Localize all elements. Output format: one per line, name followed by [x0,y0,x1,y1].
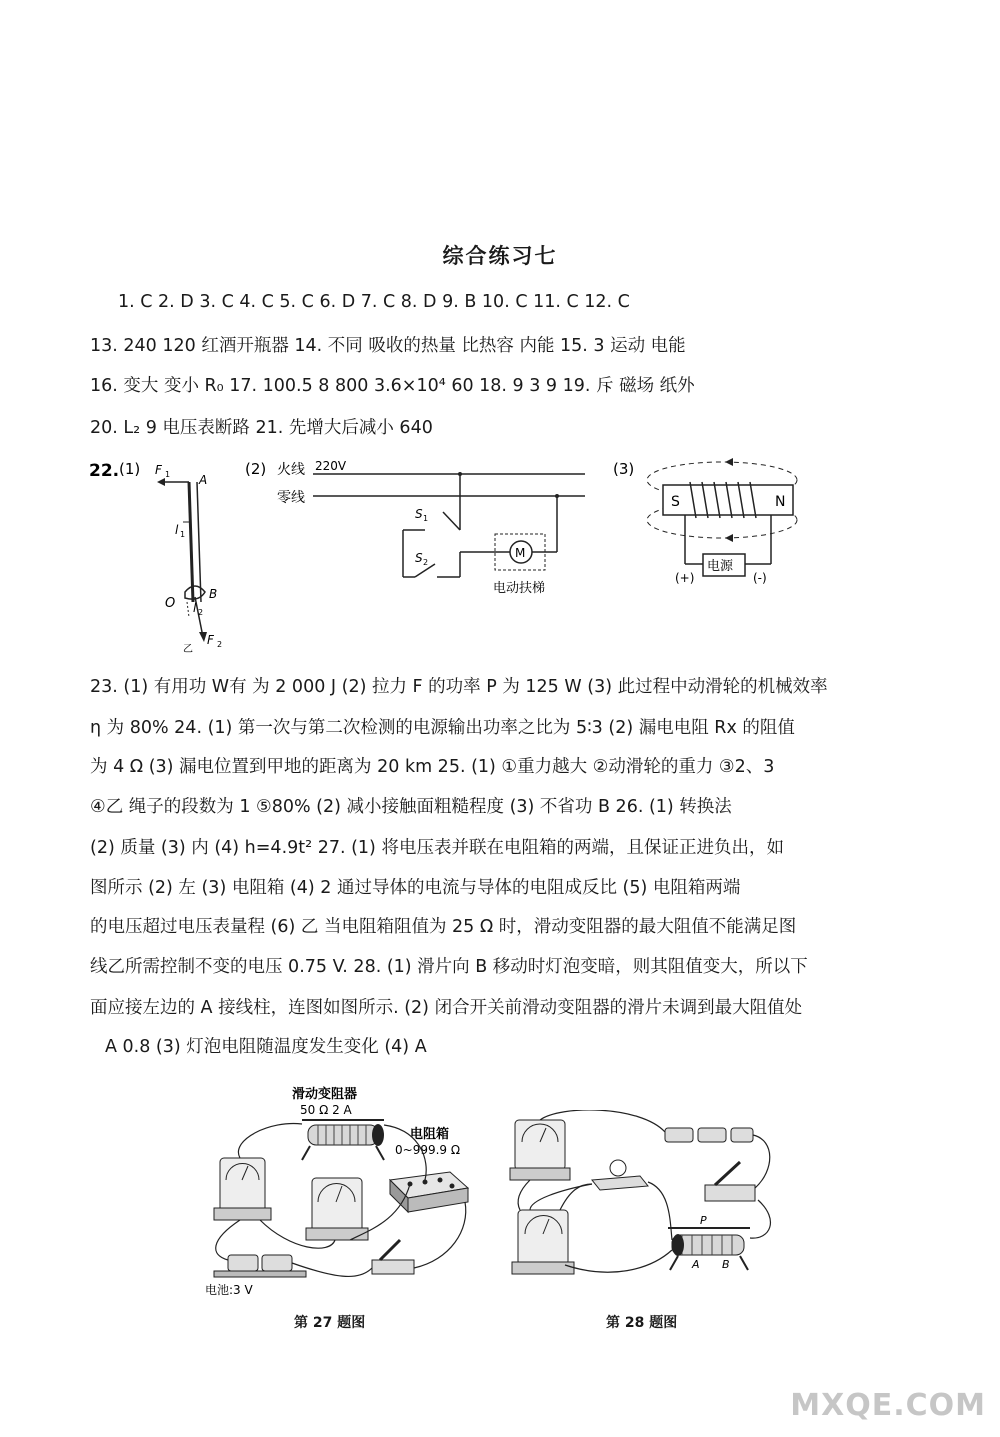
fig28-a-label: A [692,1258,700,1271]
q22-part3-label: (3) [613,460,635,478]
answer-line-3: 16. 变大 变小 R₀ 17. 100.5 8 800 3.6×10⁴ 60 18. 9 3 9 19. 斥 磁场 纸外 [90,376,695,396]
f1-sub: 1 [165,470,171,479]
fig27-caption: 第 27 题图 [294,1315,366,1331]
f1-label: F [155,463,162,477]
fig28-rheostat [668,1214,750,1271]
fig28-caption: 第 28 题图 [606,1315,678,1331]
resistor-range: 0~999.9 Ω [395,1143,461,1157]
figure-28 [500,1110,790,1310]
s2-label: S [415,551,423,565]
point-b-label: B [209,587,218,601]
escalator-circuit [277,459,585,596]
yi-label: 乙 [183,644,193,655]
point-a-label: A [199,473,208,487]
pole-n-label: N [775,494,786,510]
answer-line-5: 23. (1) 有用功 W有 为 2 000 J (2) 拉力 F 的功率 P 为 125 W (3) 此过程中动滑轮的机械效率 [90,677,828,697]
fig28-voltmeter [512,1210,574,1274]
answer-line-10: 图所示 (2) 左 (3) 电阻箱 (4) 2 通过导体的电流与导体的电阻成反比 (5) 电阻箱两端 [90,878,741,898]
figure-27 [200,1080,490,1305]
fig28-ammeter [510,1120,570,1180]
fig28-p-label: P [700,1214,707,1227]
rheostat-label: 滑动变阻器 [292,1087,358,1102]
l2-label: l [193,601,197,615]
answer-line-2: 13. 240 120 红酒开瓶器 14. 不同 吸收的热量 比热容 内能 15. 3 运动 电能 [90,336,686,356]
fig28-b-label: B [722,1258,730,1271]
minus-label: (-) [753,571,767,585]
l1-label: l [175,523,179,537]
live-wire-label: 火线 [277,462,305,478]
q22-part2-label: (2) [245,460,267,478]
lever-diagram [155,463,222,655]
switch-device [372,1240,414,1274]
point-o-label: O [165,596,176,611]
fig28-bulb [592,1160,648,1190]
answer-line-13: 面应接左边的 A 接线柱，连图如图所示. (2) 闭合开关前滑动变阻器的滑片未调到最大阻值处 [90,998,803,1018]
voltage-label: 220V [315,459,347,473]
q22-figures [85,452,905,667]
l1-sub: 1 [180,530,186,539]
voltmeter-device [306,1178,368,1240]
answer-line-9: (2) 质量 (3) 内 (4) h=4.9t² 27. (1) 将电压表并联在电阻箱的两端，且保证正进负出，如 [90,838,784,858]
plus-label: (+) [675,571,695,585]
rheostat-device [302,1120,384,1160]
fig28-battery [665,1128,753,1142]
answer-line-11: 的电压超过电压表量程 (6) 乙 当电阻箱阻值为 25 Ω 时，滑动变阻器的最大阻值不能满足图 [90,917,797,937]
page-title: 综合练习七 [442,244,558,268]
f2-sub: 2 [217,640,223,649]
resistor-box-device [390,1172,468,1212]
battery-label: 电池:3 V [205,1283,253,1297]
watermark-logo: MXQE.COM [790,1388,986,1423]
power-source-label: 电源 [707,559,734,574]
rheostat-spec: 50 Ω 2 A [300,1103,352,1117]
s1-sub: 1 [423,514,429,523]
answer-line-1: 1. C 2. D 3. C 4. C 5. C 6. D 7. C 8. D 9. B 10. C 11. C 12. C [118,292,630,312]
electromagnet-diagram [647,458,797,585]
ammeter-device [214,1158,271,1220]
pole-s-label: S [671,494,680,510]
fig28-switch [705,1162,755,1201]
answer-line-12: 线乙所需控制不变的电压 0.75 V. 28. (1) 滑片向 B 移动时灯泡变暗，则其阻值变大，所以下 [90,957,808,977]
answer-line-14: A 0.8 (3) 灯泡电阻随温度发生变化 (4) A [105,1037,427,1057]
f2-label: F [207,633,214,647]
answer-line-6: η 为 80% 24. (1) 第一次与第二次检测的电源输出功率之比为 5∶3 (2) 漏电电阻 Rx 的阻值 [90,718,795,738]
battery-device [214,1255,306,1277]
answer-line-8: ④乙 绳子的段数为 1 ⑤80% (2) 减小接触面粗糙程度 (3) 不省功 B 26. (1) 转换法 [90,797,732,817]
q22-label: 22. [89,461,120,481]
q22-part1-label: (1) [119,460,141,478]
neutral-wire-label: 零线 [277,490,305,506]
resistor-box-label: 电阻箱 [410,1127,450,1142]
s1-label: S [415,507,423,521]
escalator-label: 电动扶梯 [493,581,546,596]
answer-line-7: 为 4 Ω (3) 漏电位置到甲地的距离为 20 km 25. (1) ①重力越大 ②动滑轮的重力 ③2、3 [90,757,775,777]
answer-line-4: 20. L₂ 9 电压表断路 21. 先增大后减小 640 [90,418,433,438]
l2-sub: 2 [198,608,204,617]
s2-sub: 2 [423,558,429,567]
motor-label: M [515,546,526,560]
